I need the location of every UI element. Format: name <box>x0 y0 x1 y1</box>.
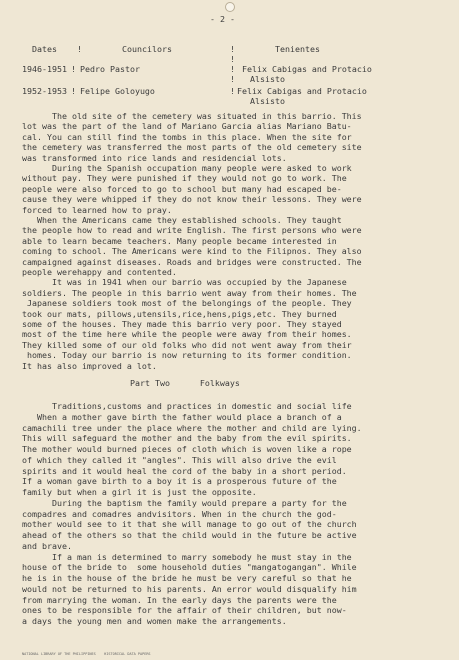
history-line: the cemetery was transferred the most parts of the old cemetery site <box>22 142 362 153</box>
row-tenientes: Felix Cabigas and Protacio <box>237 86 367 96</box>
folkways-line: house of the bride to some household duties "mangatogangan". While <box>22 562 357 573</box>
history-line: coming to school. The Americans were kind to the Filipnos. They also <box>22 246 362 257</box>
row-dates: 1952-1953 <box>22 86 67 96</box>
history-line: The old site of the cemetery was situated in this barrio. This <box>22 111 362 121</box>
history-line: Japanese soldiers took most of the belongings of the people. They <box>22 298 352 309</box>
folkways-line: ahead of the others so that the child would in the future be active <box>22 530 357 540</box>
folkways-line: and brave. <box>22 540 72 551</box>
footer-stamp: NATIONAL LIBRARY OF THE PHILIPPINES HISTORICAL DATA PAPERS <box>22 652 151 656</box>
history-line: cause they were whipped if they do not know their lessons. They were <box>22 194 362 205</box>
folkways-line: If a man is determined to marry somebody he must stay in the <box>22 551 352 562</box>
row-tenientes-cont: Alsisto <box>250 74 285 84</box>
folkways-line: ones to be responsible for the affair of their children, but now- <box>22 605 347 616</box>
folkways-line: spirits and it would heal the cord of the baby in a short period. <box>22 465 347 476</box>
folkways-line: of which they called it "angles". This will also drive the evil <box>22 454 337 465</box>
table-divider: ! <box>230 64 235 74</box>
folkways-line: Traditions,customs and practices in domestic and social life <box>22 401 352 411</box>
history-line: forced to learned how to pray. <box>22 204 172 215</box>
folkways-line: mother would see to it that she will manage to go out of the church <box>22 519 357 530</box>
header-councilors: Councilors <box>122 44 172 54</box>
history-line: the people how to read and write English. The first persons who were <box>22 225 362 236</box>
part-two-heading: Part Two Folkways <box>130 378 240 388</box>
row-councilor: Pedro Pastor <box>80 64 140 74</box>
row-tenientes: Felix Cabigas and Protacio <box>242 64 372 74</box>
history-line: It has also improved a lot. <box>22 360 157 371</box>
punch-hole <box>225 2 235 12</box>
history-line: most of the time here while the people were away from their homes. <box>22 329 352 340</box>
history-line: When the Americans came they established schools. They taught <box>22 215 342 225</box>
history-line: some of the houses. They made this barrio very poor. They stayed <box>22 319 342 329</box>
history-line: cal. You can still find the tombs in this place. When the site for <box>22 131 352 142</box>
folkways-line: a days the young men and women make the arrangements. <box>22 616 287 626</box>
history-line: people were also forced to go to school but many had escaped be- <box>22 183 342 194</box>
folkways-line: This will safeguard the mother and the baby from the evil spirits. <box>22 433 352 444</box>
table-divider: ! <box>230 54 235 64</box>
folkways-line: compadres and comadres andvisitors. When in the church the god- <box>22 508 337 519</box>
folkways-line: If a woman gave birth to a boy it is a prosperous future of the <box>22 476 337 487</box>
folkways-line: he is in the house of the bride he must be very careful so that he <box>22 573 352 583</box>
history-line: without pay. They were punished if they would not go to work. The <box>22 173 347 184</box>
table-divider: ! <box>71 86 76 96</box>
history-line: soldiers. The people in this barrio went away from their homes. The <box>22 287 357 298</box>
folkways-line: family but when a girl it is just the opposite. <box>22 487 257 497</box>
history-line: was transformed into rice lands and residencial lots. <box>22 152 287 163</box>
folkways-line: The mother would burned pieces of cloth which is woven like a rope <box>22 444 352 454</box>
table-divider: ! <box>230 86 235 96</box>
history-line: They killed some of our old folks who did not went away from their <box>22 339 352 350</box>
history-line: lot was the part of the land of Mariano Garcia alias Mariano Batu- <box>22 121 352 132</box>
table-divider: ! <box>230 44 235 54</box>
history-line: homes. Today our barrio is now returning to its former condition. <box>22 350 352 361</box>
history-line: It was in 1941 when our barrio was occupied by the Japanese <box>22 277 347 288</box>
history-line: campaigned against diseases. Roads and bridges were constructed. The <box>22 256 362 267</box>
row-dates: 1946-1951 <box>22 64 67 74</box>
history-line: able to learn became teachers. Many people became interested in <box>22 235 337 246</box>
page-number: - 2 - <box>210 14 235 24</box>
table-divider: ! <box>230 74 235 84</box>
folkways-line: would not be returned to his parents. An error would disqualify him <box>22 583 357 594</box>
history-line: took our mats, pillows,utensils,rice,hens,pigs,etc. They burned <box>22 308 337 319</box>
history-line: people werehappy and contented. <box>22 267 177 277</box>
row-tenientes-cont: Alsisto <box>250 96 285 106</box>
folkways-line: When a mother gave birth the father would place a branch of a <box>22 411 342 422</box>
header-dates: Dates <box>32 44 57 54</box>
table-divider: ! <box>77 44 82 54</box>
folkways-line: from marrying the woman. In the early days the parents were the <box>22 594 337 605</box>
history-line: During the Spanish occupation many people were asked to work <box>22 163 352 173</box>
header-tenientes: Tenientes <box>275 44 320 54</box>
folkways-line: During the baptism the family would prepare a party for the <box>22 497 347 508</box>
folkways-line: camachili tree under the place where the mother and child are lying. <box>22 422 362 433</box>
table-divider: ! <box>71 64 76 74</box>
row-councilor: Felipe Goloyugo <box>80 86 155 96</box>
